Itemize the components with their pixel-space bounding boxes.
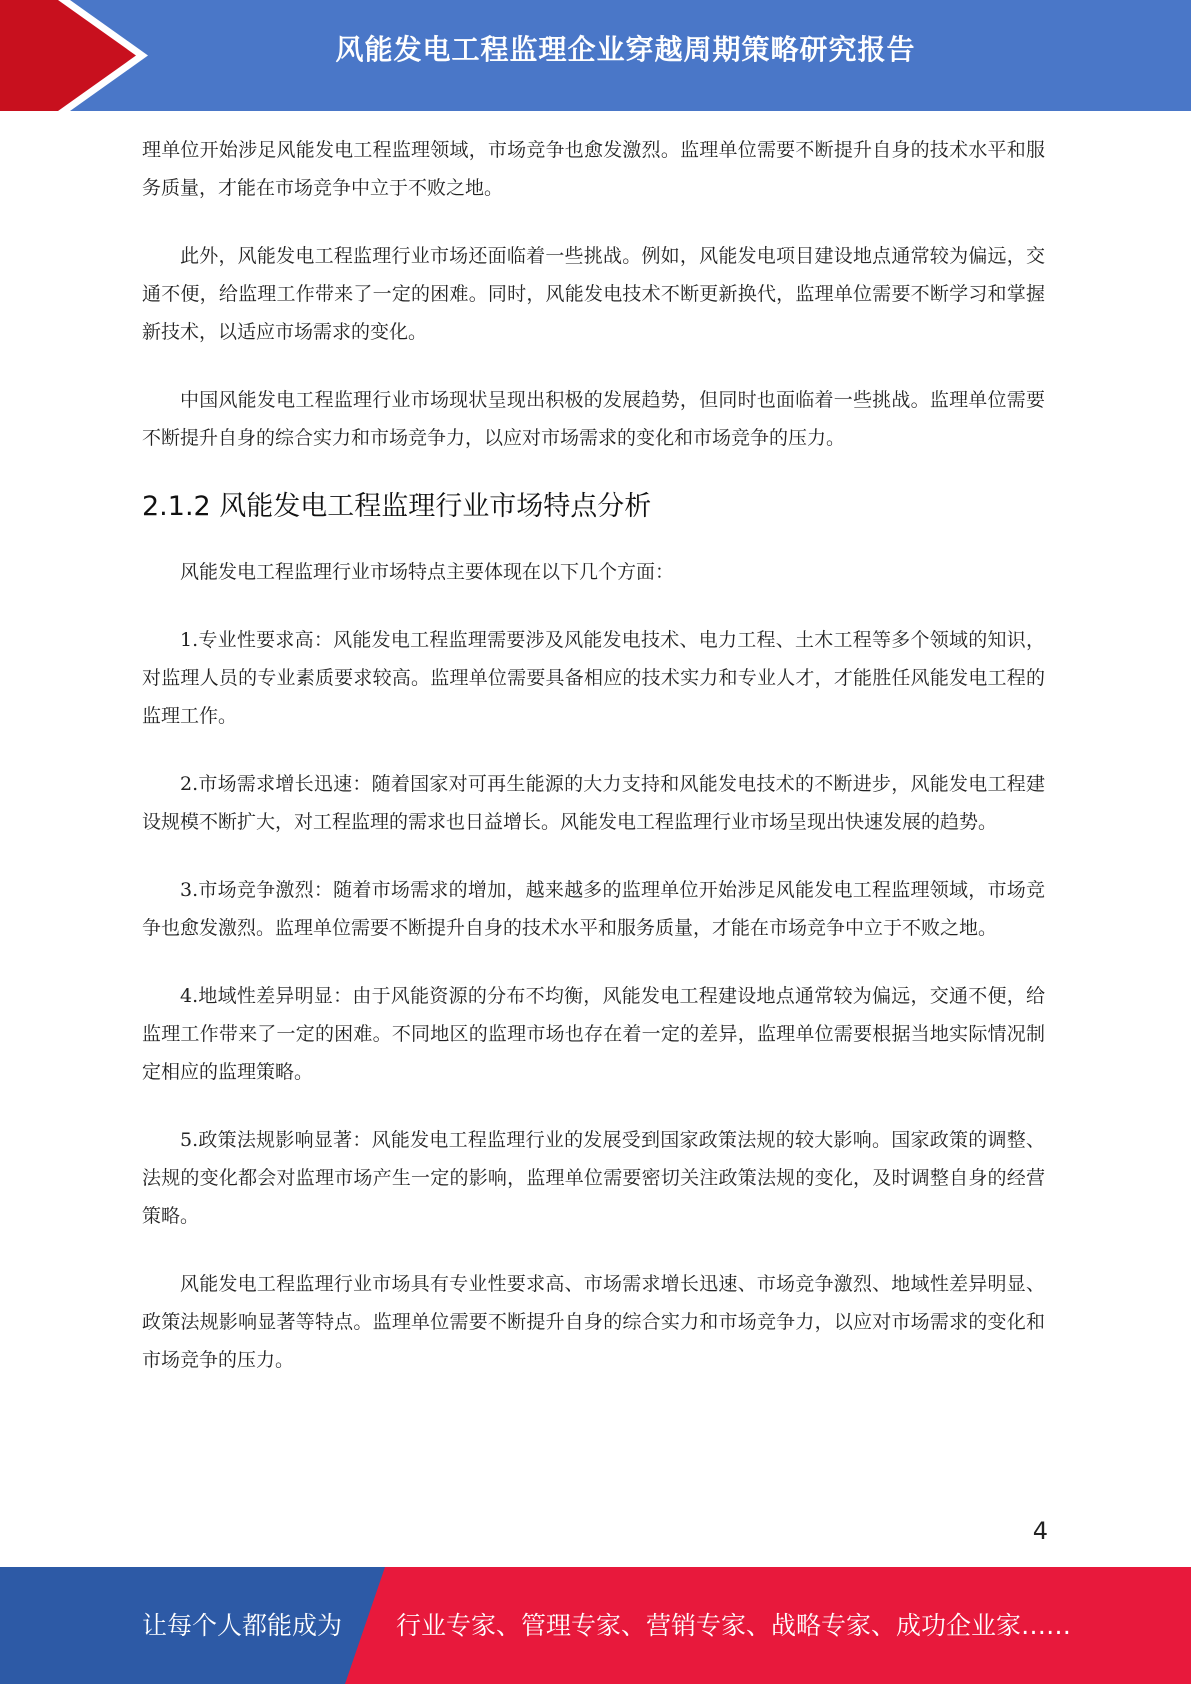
page-header	[0, 0, 1191, 111]
section-heading: 2.1.2 风能发电工程监理行业市场特点分析	[142, 491, 652, 522]
page-number: 4	[1032, 1517, 1048, 1545]
list-item-demand-growth: 2.市场需求增长迅速：随着国家对可再生能源的大力支持和风能发电技术的不断进步，风能发电工程建设规模不断扩大，对工程监理的需求也日益增长。风能发电工程监理行业市场呈现出快速发展的趋势。	[142, 773, 1045, 833]
footer-slogan-right: 行业专家、管理专家、营销专家、战略专家、成功企业家……	[396, 1611, 1072, 1640]
footer-slogan-left: 让每个人都能成为	[142, 1611, 343, 1640]
paragraph-conclusion: 风能发电工程监理行业市场具有专业性要求高、市场需求增长迅速、市场竞争激烈、地域性差异明显、政策法规影响显著等特点。监理单位需要不断提升自身的综合实力和市场竞争力，以应对市场需求的变化和市场竞争的压力。	[142, 1273, 1045, 1371]
paragraph-status-summary: 中国风能发电工程监理行业市场现状呈现出积极的发展趋势，但同时也面临着一些挑战。监理单位需要不断提升自身的综合实力和市场竞争力，以应对市场需求的变化和市场竞争的压力。	[142, 389, 1045, 449]
document-body	[142, 131, 1045, 1409]
report-title: 风能发电工程监理企业穿越周期策略研究报告	[335, 33, 916, 66]
paragraph-continued: 理单位开始涉足风能发电工程监理领域，市场竞争也愈发激烈。监理单位需要不断提升自身的技术水平和服务质量，才能在市场竞争中立于不败之地。	[142, 139, 1045, 199]
chevron-arrow-icon	[0, 0, 160, 111]
list-item-professional: 1.专业性要求高：风能发电工程监理需要涉及风能发电技术、电力工程、土木工程等多个领域的知识，对监理人员的专业素质要求较高。监理单位需要具备相应的技术实力和专业人才，才能胜任风能发电工程的监理工作。	[142, 629, 1045, 727]
paragraph-challenges: 此外，风能发电工程监理行业市场还面临着一些挑战。例如，风能发电项目建设地点通常较为偏远，交通不便，给监理工作带来了一定的困难。同时，风能发电技术不断更新换代，监理单位需要不断学习和掌握新技术，以适应市场需求的变化。	[142, 245, 1045, 343]
list-item-competition: 3.市场竞争激烈：随着市场需求的增加，越来越多的监理单位开始涉足风能发电工程监理领域，市场竞争也愈发激烈。监理单位需要不断提升自身的技术水平和服务质量，才能在市场竞争中立于不败之地。	[142, 879, 1045, 939]
page-footer	[0, 1567, 1191, 1684]
list-item-regional: 4.地域性差异明显：由于风能资源的分布不均衡，风能发电工程建设地点通常较为偏远，交通不便，给监理工作带来了一定的困难。不同地区的监理市场也存在着一定的差异，监理单位需要根据当地实际情况制定相应的监理策略。	[142, 985, 1045, 1083]
list-item-policy: 5.政策法规影响显著：风能发电工程监理行业的发展受到国家政策法规的较大影响。国家政策的调整、法规的变化都会对监理市场产生一定的影响，监理单位需要密切关注政策法规的变化，及时调整自身的经营策略。	[142, 1129, 1045, 1227]
paragraph-intro: 风能发电工程监理行业市场特点主要体现在以下几个方面：	[180, 561, 675, 583]
